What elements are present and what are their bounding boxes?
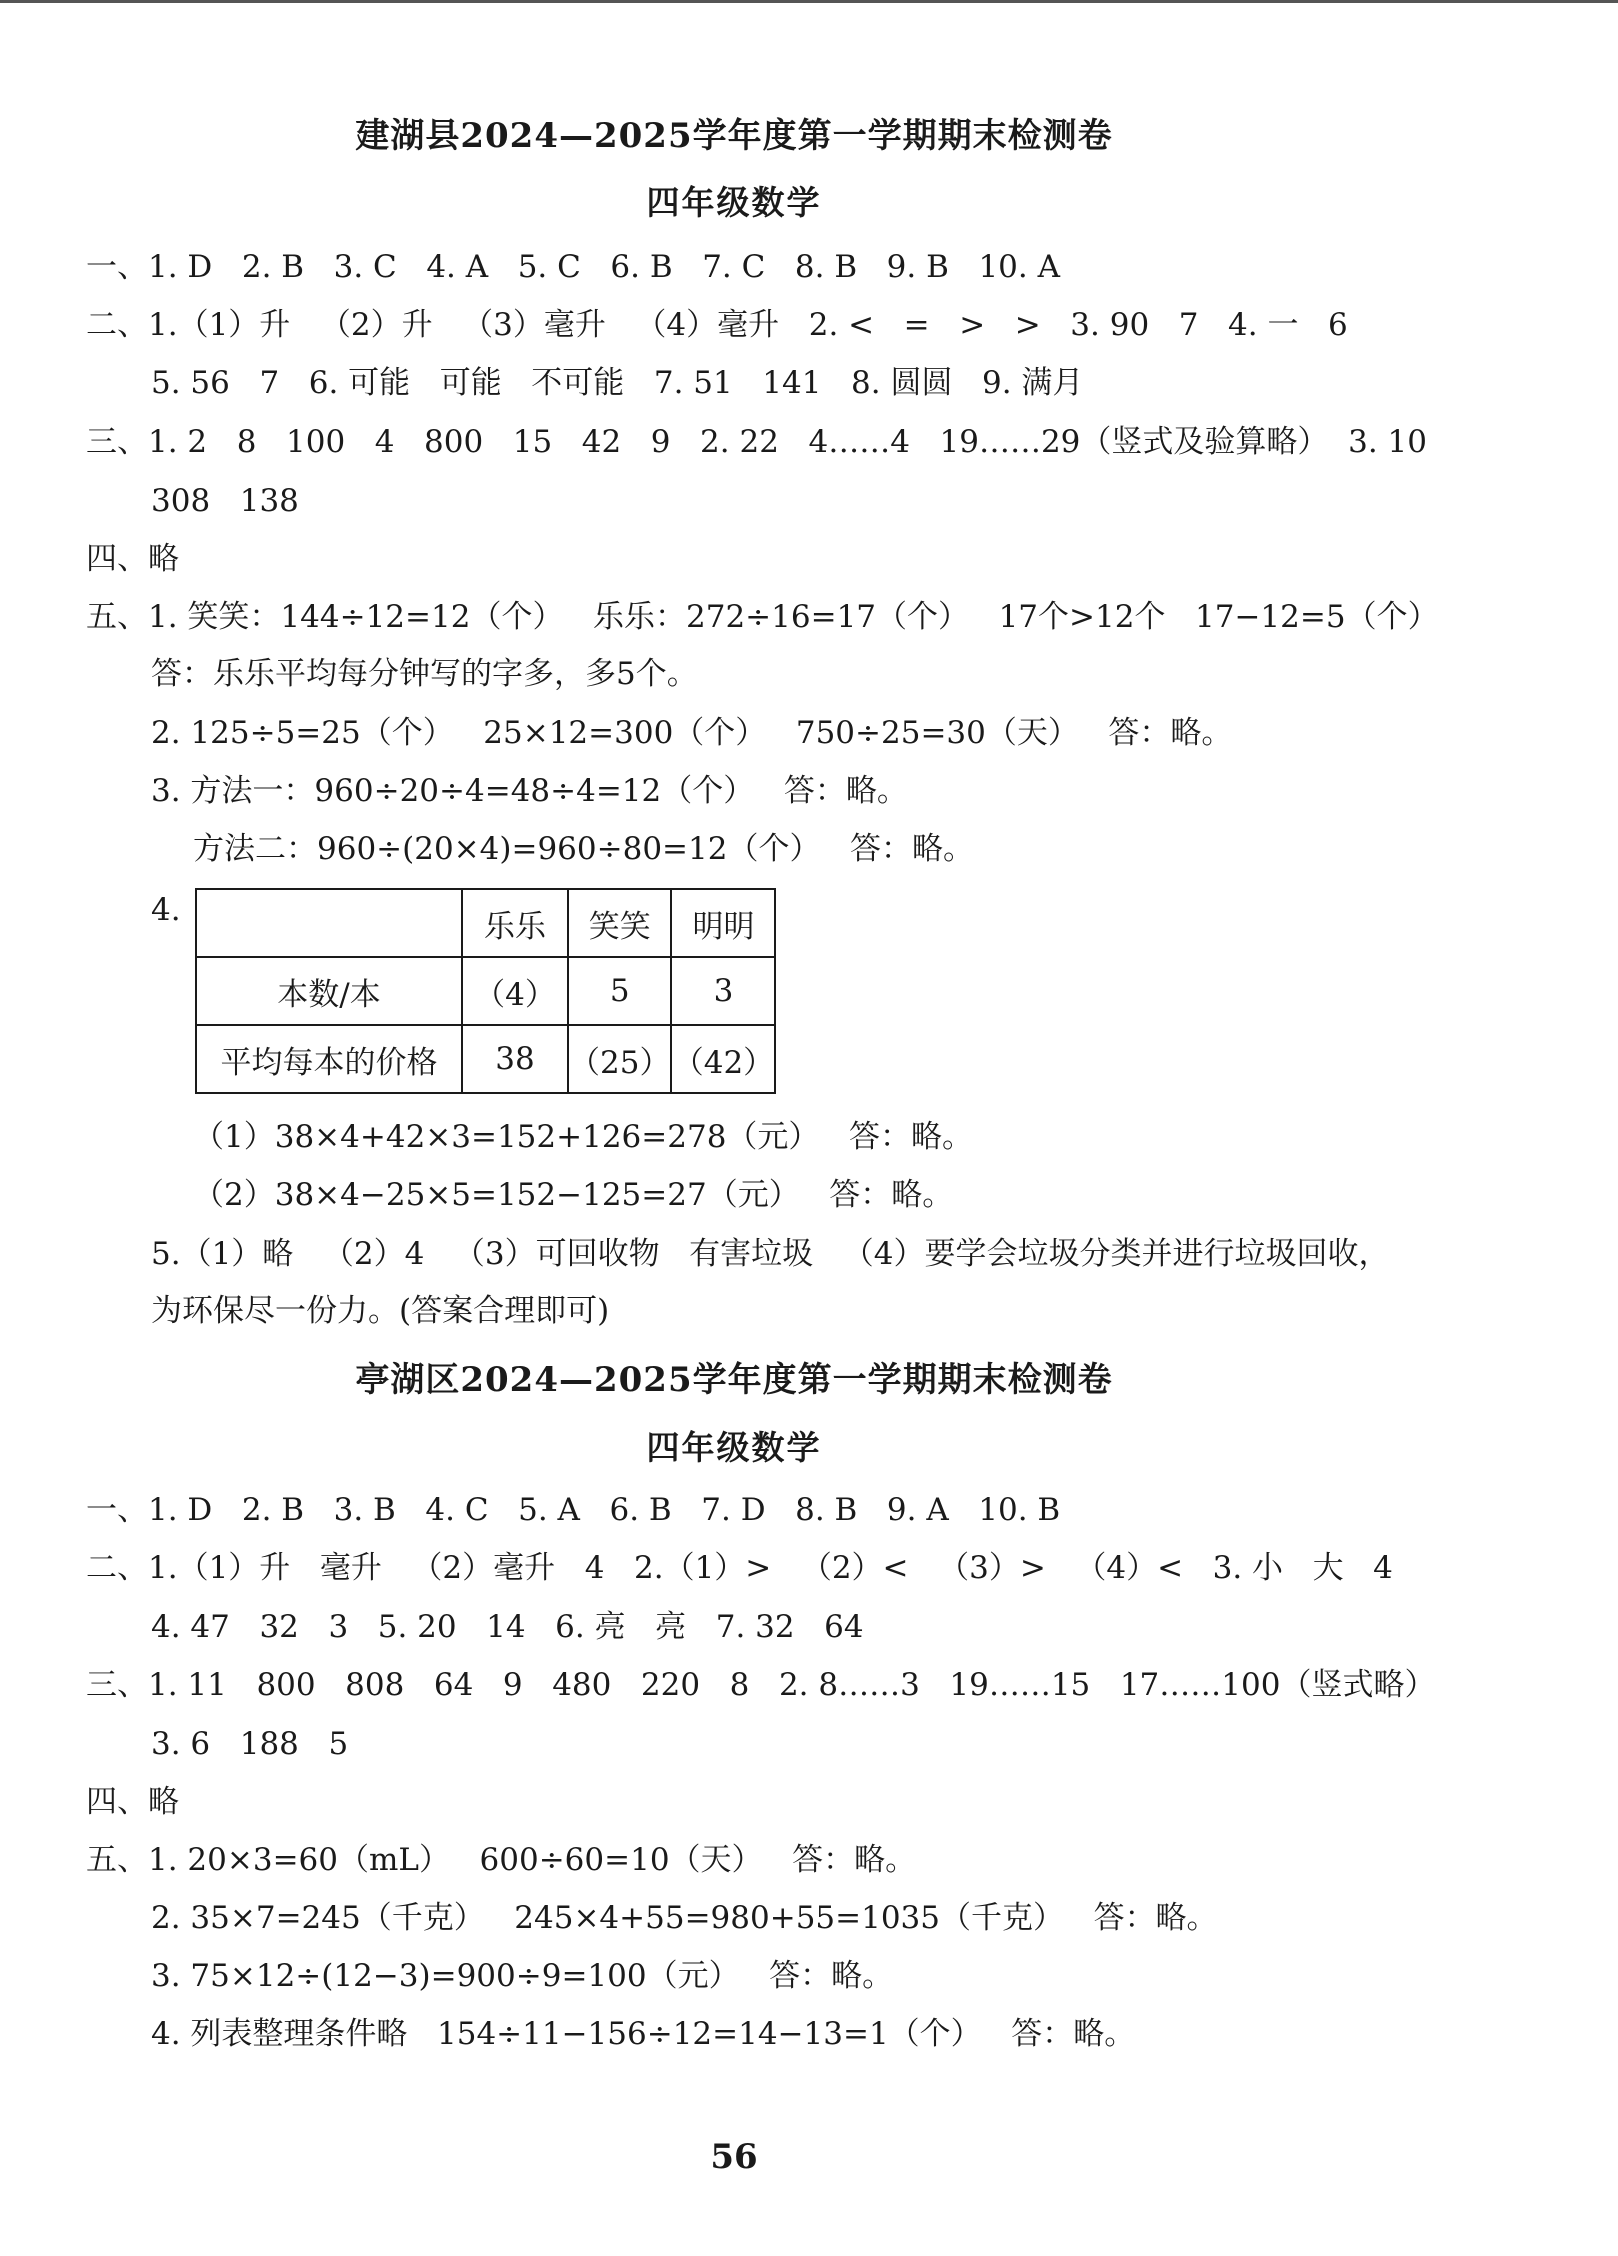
top-border (0, 0, 1618, 3)
table-cell: 平均每本的价格 (196, 1025, 462, 1093)
table-cell: 38 (462, 1025, 568, 1093)
table-header-cell: 笑笑 (568, 889, 671, 957)
table-cell: 5 (568, 957, 671, 1025)
table-row (196, 1025, 775, 1093)
s1-after-1: （1）38×4+42×3=152+126=278（元） 答：略。 (193, 1119, 973, 1155)
table-row (196, 957, 775, 1025)
books-price-table (195, 888, 776, 1094)
table-cell: （4） (462, 957, 568, 1025)
table-header-cell: 乐乐 (462, 889, 568, 957)
s2-line-5: 3. 6 188 5 (151, 1726, 349, 1762)
table-header-cell (196, 889, 462, 957)
section2-title: 亭湖区2024—2025学年度第一学期期末检测卷 (355, 1360, 1113, 1400)
s2-line-9: 3. 75×12÷(12−3)=900÷9=100（元） 答：略。 (151, 1958, 894, 1994)
s1-line-3: 5. 56 7 6. 可能 可能 不可能 7. 51 141 8. 圆圆 9. 满月 (151, 365, 1084, 401)
s1-line-7: 五、1. 笑笑：144÷12=12（个） 乐乐：272÷16=17（个） 17个>12个 17−12=5（个） (86, 599, 1439, 635)
s2-line-6: 四、略 (86, 1784, 179, 1820)
section1-title: 建湖县2024—2025学年度第一学期期末检测卷 (355, 116, 1113, 156)
s1-line-10: 3. 方法一：960÷20÷4=48÷4=12（个） 答：略。 (151, 773, 908, 809)
s2-line-1: 一、1. D 2. B 3. B 4. C 5. A 6. B 7. D 8. B 9. A 10. B (86, 1492, 1061, 1528)
s1-after-3: 5.（1）略 （2）4 （3）可回收物 有害垃圾 （4）要学会垃圾分类并进行垃圾回收， (151, 1236, 1390, 1272)
section1-subtitle: 四年级数学 (646, 183, 822, 222)
table-cell: （42） (671, 1025, 775, 1093)
s2-line-3: 4. 47 32 3 5. 20 14 6. 亮 亮 7. 32 64 (151, 1609, 864, 1645)
table-header-cell: 明明 (671, 889, 775, 957)
s1-line-12: 4. (151, 892, 181, 928)
s2-line-2: 二、1.（1）升 毫升 （2）毫升 4 2.（1）> （2）< （3）> （4）< 3. 小 大 4 (86, 1550, 1393, 1586)
s1-line-2: 二、1.（1）升 （2）升 （3）毫升 （4）毫升 2. < = > > 3. 90 7 4. 一 6 (86, 307, 1348, 343)
s1-line-8: 答：乐乐平均每分钟写的字多，多5个。 (151, 656, 698, 692)
s1-after-2: （2）38×4−25×5=152−125=27（元） 答：略。 (193, 1177, 954, 1213)
s2-line-10: 4. 列表整理条件略 154÷11−156÷12=14−13=1（个） 答：略。 (151, 2016, 1136, 2052)
s1-after-4: 为环保尽一份力。(答案合理即可) (151, 1293, 610, 1329)
table-cell: （25） (568, 1025, 671, 1093)
s1-line-9: 2. 125÷5=25（个） 25×12=300（个） 750÷25=30（天） 答：略。 (151, 715, 1233, 751)
s1-line-11: 方法二：960÷(20×4)=960÷80=12（个） 答：略。 (193, 831, 975, 867)
s2-line-4: 三、1. 11 800 808 64 9 480 220 8 2. 8……3 19……15 17……100（竖式略） (86, 1667, 1436, 1703)
s1-line-6: 四、略 (86, 541, 179, 577)
page-number: 56 (710, 2137, 758, 2177)
table-header-row (196, 889, 775, 957)
table-cell: 本数/本 (196, 957, 462, 1025)
section2-subtitle: 四年级数学 (646, 1428, 822, 1467)
s1-line-4: 三、1. 2 8 100 4 800 15 42 9 2. 22 4……4 19……29（竖式及验算略） 3. 10 (86, 424, 1427, 460)
table-cell: 3 (671, 957, 775, 1025)
s2-line-7: 五、1. 20×3=60（mL） 600÷60=10（天） 答：略。 (86, 1842, 917, 1878)
s2-line-8: 2. 35×7=245（千克） 245×4+55=980+55=1035（千克） 答：略。 (151, 1900, 1218, 1936)
s1-line-5: 308 138 (151, 483, 299, 519)
s1-line-1: 一、1. D 2. B 3. C 4. A 5. C 6. B 7. C 8. B 9. B 10. A (86, 249, 1061, 285)
